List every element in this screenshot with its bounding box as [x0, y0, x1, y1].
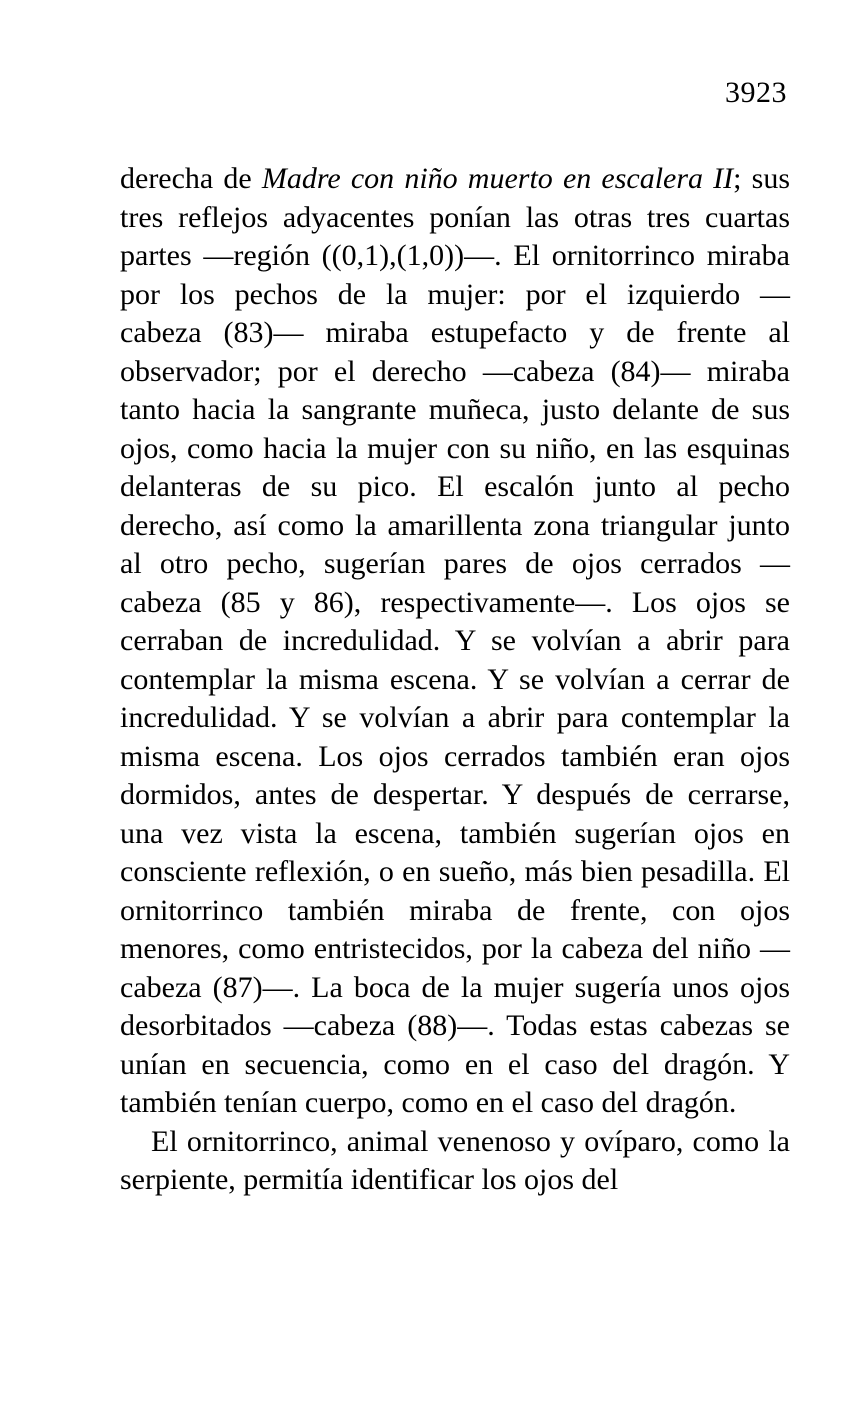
page-number: 3923 — [725, 76, 787, 109]
paragraph-second: El ornitorrinco, animal venenoso y ovíparo, como la serpiente, permitía identificar los ojos del — [120, 1124, 790, 1196]
paragraph1-rest-text: ; sus tres reflejos adyacentes ponían las otras tres cuartas partes —región ((0,1),(1,0))—. El ornitorrinco miraba por los pechos de la mujer: por el izquierdo —cabeza (83)— miraba estupefacto y de frente al observador; por el derecho —cabeza (84)— miraba tanto hacia la sangrante muñeca, justo delante de sus ojos, como hacia la mujer con su niño, en las esquinas delanteras de su pico. El escalón junto al pecho derecho, así como la amarillenta zona triangular junto al otro pecho, sugerían pares de ojos cerrados —cabeza (85 y 86), respectivamente—. Los ojos se cerraban de incredulidad. Y se volvían a abrir para contemplar la misma escena. Y se volvían a cerrar de incredulidad. Y se volvían a abrir para contemplar la misma escena. Los ojos cerrados también eran ojos dormidos, antes de despertar. Y después de cerrarse, una vez vista la escena, también sugerían ojos en consciente reflexión, o en sueño, más bien pesadilla. El ornitorrinco también miraba de frente, con ojos menores, como entristecidos, por la cabeza del niño —cabeza (87)—. La boca de la mujer sugería unos ojos desorbitados —cabeza (88)—. Todas estas cabezas se unían en secuencia, como en el caso del dragón. Y también tenían cuerpo, como en el caso del dragón. — [120, 162, 791, 1119]
text-block — [120, 160, 790, 1200]
paragraph1-lead-text: derecha de — [120, 162, 262, 195]
paragraph-continuation — [120, 160, 790, 1123]
artwork-title-italic: Madre con niño muerto en escalera II — [261, 162, 734, 195]
